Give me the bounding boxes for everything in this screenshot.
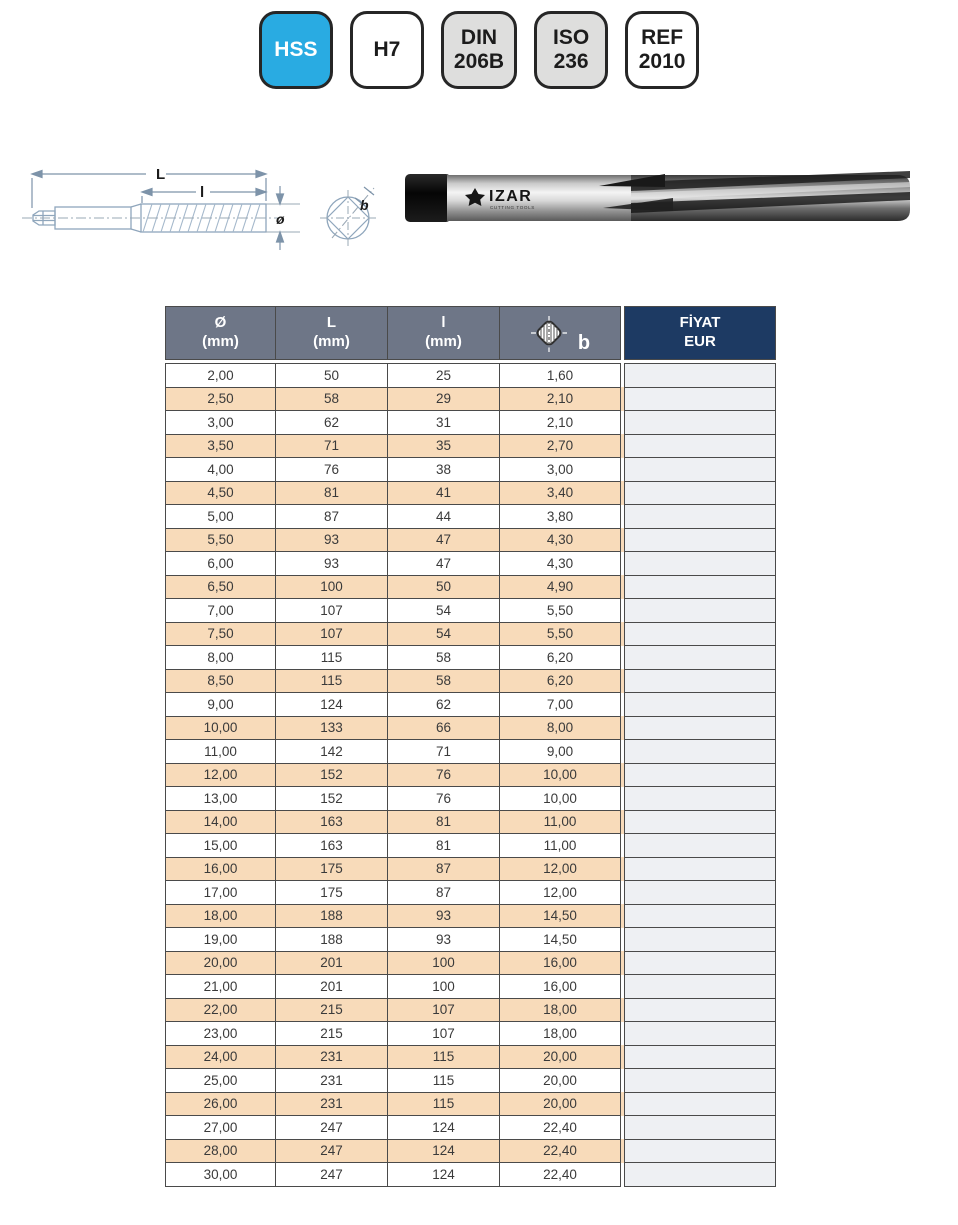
cell-diameter: 3,50 — [166, 434, 276, 458]
table-row — [166, 716, 776, 740]
table-row — [166, 998, 776, 1022]
badge-din-206b — [441, 11, 517, 89]
cell-square-width: 20,00 — [500, 1092, 621, 1116]
cell-diameter: 22,00 — [166, 998, 276, 1022]
cell-diameter: 23,00 — [166, 1022, 276, 1046]
cell-flute-length: 25 — [388, 364, 500, 388]
cell-price — [625, 998, 776, 1022]
cell-diameter: 4,00 — [166, 458, 276, 482]
cell-diameter: 3,00 — [166, 411, 276, 435]
table-row — [166, 1022, 776, 1046]
cell-flute-length: 76 — [388, 787, 500, 811]
cell-square-width: 3,40 — [500, 481, 621, 505]
cell-square-width: 18,00 — [500, 1022, 621, 1046]
table-row — [166, 458, 776, 482]
table-row — [166, 364, 776, 388]
badge-ref-2010 — [625, 11, 699, 89]
badge-hss-label: HSS — [274, 38, 318, 62]
cell-diameter: 14,00 — [166, 810, 276, 834]
cell-total-length: 231 — [276, 1045, 388, 1069]
cell-price — [625, 434, 776, 458]
cell-total-length: 163 — [276, 810, 388, 834]
dim-label-square: b — [360, 197, 369, 213]
table-row — [166, 411, 776, 435]
cell-square-width: 10,00 — [500, 787, 621, 811]
cell-price — [625, 575, 776, 599]
table-row — [166, 951, 776, 975]
header-square-width — [500, 307, 621, 360]
cell-price — [625, 928, 776, 952]
badge-din-line1: DIN — [460, 26, 498, 50]
cell-total-length: 215 — [276, 1022, 388, 1046]
cell-square-width: 3,00 — [500, 458, 621, 482]
cell-diameter: 5,50 — [166, 528, 276, 552]
header-total-length — [276, 307, 388, 360]
cell-square-width: 16,00 — [500, 975, 621, 999]
cell-total-length: 163 — [276, 834, 388, 858]
header-diameter-unit: (mm) — [202, 333, 239, 350]
cell-square-width: 5,50 — [500, 622, 621, 646]
table-row — [166, 1045, 776, 1069]
table-row — [166, 1092, 776, 1116]
cell-flute-length: 115 — [388, 1069, 500, 1093]
table-row — [166, 481, 776, 505]
cell-total-length: 201 — [276, 951, 388, 975]
dim-label-diameter: ø — [276, 211, 285, 227]
cell-diameter: 21,00 — [166, 975, 276, 999]
cell-diameter: 20,00 — [166, 951, 276, 975]
cell-price — [625, 622, 776, 646]
cell-total-length: 247 — [276, 1116, 388, 1140]
table-row — [166, 1069, 776, 1093]
cell-price — [625, 528, 776, 552]
cell-price — [625, 975, 776, 999]
cell-total-length: 50 — [276, 364, 388, 388]
cell-price — [625, 787, 776, 811]
cell-total-length: 175 — [276, 881, 388, 905]
technical-drawing — [8, 146, 390, 258]
cell-price — [625, 669, 776, 693]
cell-price — [625, 1045, 776, 1069]
cell-square-width: 22,40 — [500, 1139, 621, 1163]
cell-total-length: 133 — [276, 716, 388, 740]
cell-diameter: 6,00 — [166, 552, 276, 576]
cell-total-length: 71 — [276, 434, 388, 458]
table-row — [166, 387, 776, 411]
header-flute-unit: (mm) — [425, 333, 462, 350]
cell-diameter: 16,00 — [166, 857, 276, 881]
cell-diameter: 26,00 — [166, 1092, 276, 1116]
badge-ref-line2: 2010 — [638, 50, 686, 73]
header-diameter-title: Ø — [214, 314, 227, 332]
cell-square-width: 5,50 — [500, 599, 621, 623]
reamer-square-tang — [405, 174, 451, 222]
cell-price — [625, 740, 776, 764]
badge-h7 — [350, 11, 424, 89]
cell-price — [625, 1069, 776, 1093]
cell-diameter: 19,00 — [166, 928, 276, 952]
cell-total-length: 142 — [276, 740, 388, 764]
cell-price — [625, 1163, 776, 1187]
cell-price — [625, 857, 776, 881]
cell-price — [625, 951, 776, 975]
cell-flute-length: 76 — [388, 763, 500, 787]
cell-total-length: 231 — [276, 1092, 388, 1116]
cell-diameter: 13,00 — [166, 787, 276, 811]
cell-price — [625, 1022, 776, 1046]
cell-total-length: 175 — [276, 857, 388, 881]
cell-diameter: 6,50 — [166, 575, 276, 599]
cell-square-width: 2,10 — [500, 387, 621, 411]
badge-hss — [259, 11, 333, 89]
table-header-row — [166, 307, 776, 360]
cell-total-length: 93 — [276, 528, 388, 552]
cell-diameter: 12,00 — [166, 763, 276, 787]
cell-square-width: 4,30 — [500, 528, 621, 552]
cell-total-length: 81 — [276, 481, 388, 505]
cell-square-width: 18,00 — [500, 998, 621, 1022]
table-row — [166, 599, 776, 623]
cell-total-length: 201 — [276, 975, 388, 999]
cell-diameter: 2,50 — [166, 387, 276, 411]
cell-square-width: 8,00 — [500, 716, 621, 740]
cell-total-length: 87 — [276, 505, 388, 529]
cell-diameter: 4,50 — [166, 481, 276, 505]
brand-subtitle: CUTTING TOOLS — [490, 205, 535, 210]
cell-flute-length: 50 — [388, 575, 500, 599]
cell-flute-length: 66 — [388, 716, 500, 740]
cell-square-width: 11,00 — [500, 834, 621, 858]
cell-price — [625, 387, 776, 411]
cell-square-width: 4,90 — [500, 575, 621, 599]
cell-square-width: 16,00 — [500, 951, 621, 975]
cell-flute-length: 47 — [388, 552, 500, 576]
cell-diameter: 30,00 — [166, 1163, 276, 1187]
cell-price — [625, 646, 776, 670]
square-section-diamond-icon — [530, 315, 576, 359]
cell-square-width: 10,00 — [500, 763, 621, 787]
cell-diameter: 2,00 — [166, 364, 276, 388]
cell-square-width: 9,00 — [500, 740, 621, 764]
cell-diameter: 8,50 — [166, 669, 276, 693]
table-row — [166, 928, 776, 952]
badge-h7-label: H7 — [373, 38, 401, 62]
cell-flute-length: 35 — [388, 434, 500, 458]
cell-flute-length: 41 — [388, 481, 500, 505]
cell-diameter: 18,00 — [166, 904, 276, 928]
cell-flute-length: 47 — [388, 528, 500, 552]
cell-flute-length: 124 — [388, 1139, 500, 1163]
cell-flute-length: 62 — [388, 693, 500, 717]
cell-flute-length: 100 — [388, 951, 500, 975]
product-photo — [403, 166, 917, 230]
table-row — [166, 1116, 776, 1140]
table-row — [166, 505, 776, 529]
cross-section — [320, 187, 376, 246]
cell-total-length: 107 — [276, 599, 388, 623]
cell-square-width: 11,00 — [500, 810, 621, 834]
cell-diameter: 11,00 — [166, 740, 276, 764]
cell-flute-length: 71 — [388, 740, 500, 764]
table-row — [166, 669, 776, 693]
cell-flute-length: 124 — [388, 1163, 500, 1187]
spec-badges — [0, 11, 958, 89]
cell-diameter: 8,00 — [166, 646, 276, 670]
cell-price — [625, 810, 776, 834]
dim-label-total-length: L — [156, 166, 166, 183]
cell-diameter: 15,00 — [166, 834, 276, 858]
cell-flute-length: 115 — [388, 1092, 500, 1116]
cell-total-length: 115 — [276, 646, 388, 670]
table-row — [166, 528, 776, 552]
cell-price — [625, 904, 776, 928]
cell-price — [625, 458, 776, 482]
cell-square-width: 2,10 — [500, 411, 621, 435]
badge-iso-line1: ISO — [553, 26, 590, 50]
cell-flute-length: 124 — [388, 1116, 500, 1140]
cell-diameter: 24,00 — [166, 1045, 276, 1069]
cell-square-width: 20,00 — [500, 1069, 621, 1093]
cell-total-length: 107 — [276, 622, 388, 646]
table-row — [166, 693, 776, 717]
cell-price — [625, 1116, 776, 1140]
table-row — [166, 434, 776, 458]
brand-name: IZAR — [489, 188, 533, 205]
cell-total-length: 93 — [276, 552, 388, 576]
cell-square-width: 2,70 — [500, 434, 621, 458]
table-row — [166, 881, 776, 905]
table-row — [166, 763, 776, 787]
cell-flute-length: 81 — [388, 834, 500, 858]
cell-diameter: 28,00 — [166, 1139, 276, 1163]
cell-flute-length: 115 — [388, 1045, 500, 1069]
table-row — [166, 904, 776, 928]
cell-total-length: 76 — [276, 458, 388, 482]
cell-price — [625, 716, 776, 740]
table-row — [166, 575, 776, 599]
table-row — [166, 810, 776, 834]
cell-flute-length: 81 — [388, 810, 500, 834]
cell-total-length: 247 — [276, 1163, 388, 1187]
cell-total-length: 152 — [276, 763, 388, 787]
table-row — [166, 552, 776, 576]
spec-table — [165, 306, 776, 1187]
cell-total-length: 124 — [276, 693, 388, 717]
cell-diameter: 17,00 — [166, 881, 276, 905]
cell-flute-length: 29 — [388, 387, 500, 411]
cell-price — [625, 364, 776, 388]
cell-flute-length: 31 — [388, 411, 500, 435]
badge-din-line2: 206B — [453, 50, 505, 73]
header-flute-title: l — [441, 314, 446, 332]
badge-iso-236 — [534, 11, 608, 89]
cell-total-length: 247 — [276, 1139, 388, 1163]
cell-flute-length: 93 — [388, 904, 500, 928]
cell-price — [625, 599, 776, 623]
header-length-unit: (mm) — [313, 333, 350, 350]
cell-square-width: 4,30 — [500, 552, 621, 576]
table-row — [166, 740, 776, 764]
cell-price — [625, 693, 776, 717]
cell-diameter: 27,00 — [166, 1116, 276, 1140]
header-length-title: L — [326, 314, 337, 332]
cell-flute-length: 87 — [388, 857, 500, 881]
cell-square-width: 22,40 — [500, 1116, 621, 1140]
cell-flute-length: 44 — [388, 505, 500, 529]
cell-diameter: 9,00 — [166, 693, 276, 717]
cell-square-width: 6,20 — [500, 669, 621, 693]
cell-flute-length: 58 — [388, 646, 500, 670]
cell-total-length: 231 — [276, 1069, 388, 1093]
cell-total-length: 58 — [276, 387, 388, 411]
dim-label-flute-length: l — [200, 184, 205, 201]
header-price-line1: FİYAT — [679, 314, 721, 332]
cell-price — [625, 1139, 776, 1163]
cell-price — [625, 763, 776, 787]
cell-square-width: 14,50 — [500, 928, 621, 952]
cell-price — [625, 552, 776, 576]
cell-price — [625, 411, 776, 435]
spec-table-body — [166, 360, 776, 1187]
cell-square-width: 14,50 — [500, 904, 621, 928]
cell-flute-length: 54 — [388, 622, 500, 646]
header-flute-length — [388, 307, 500, 360]
badge-iso-line2: 236 — [553, 50, 589, 73]
cell-diameter: 25,00 — [166, 1069, 276, 1093]
cell-flute-length: 54 — [388, 599, 500, 623]
cell-diameter: 5,00 — [166, 505, 276, 529]
badge-ref-line1: REF — [641, 26, 684, 50]
table-row — [166, 787, 776, 811]
cell-square-width: 12,00 — [500, 857, 621, 881]
cell-price — [625, 481, 776, 505]
header-price — [625, 307, 776, 360]
cell-square-width: 6,20 — [500, 646, 621, 670]
header-price-line2: EUR — [684, 333, 716, 350]
cell-total-length: 188 — [276, 904, 388, 928]
table-row — [166, 622, 776, 646]
header-diameter — [166, 307, 276, 360]
cell-diameter: 10,00 — [166, 716, 276, 740]
cell-flute-length: 58 — [388, 669, 500, 693]
table-row — [166, 857, 776, 881]
cell-total-length: 62 — [276, 411, 388, 435]
cell-flute-length: 107 — [388, 998, 500, 1022]
cell-flute-length: 38 — [388, 458, 500, 482]
cell-square-width: 1,60 — [500, 364, 621, 388]
header-square-label: b — [577, 332, 591, 354]
cell-square-width: 7,00 — [500, 693, 621, 717]
cell-price — [625, 1092, 776, 1116]
cell-flute-length: 100 — [388, 975, 500, 999]
cell-square-width: 3,80 — [500, 505, 621, 529]
cell-total-length: 188 — [276, 928, 388, 952]
cell-flute-length: 107 — [388, 1022, 500, 1046]
cell-square-width: 12,00 — [500, 881, 621, 905]
table-row — [166, 975, 776, 999]
cell-diameter: 7,50 — [166, 622, 276, 646]
cell-square-width: 20,00 — [500, 1045, 621, 1069]
cell-total-length: 152 — [276, 787, 388, 811]
cell-diameter: 7,00 — [166, 599, 276, 623]
cell-total-length: 115 — [276, 669, 388, 693]
cell-square-width: 22,40 — [500, 1163, 621, 1187]
cell-price — [625, 881, 776, 905]
cell-price — [625, 834, 776, 858]
cell-flute-length: 87 — [388, 881, 500, 905]
cell-total-length: 100 — [276, 575, 388, 599]
table-row — [166, 1163, 776, 1187]
cell-total-length: 215 — [276, 998, 388, 1022]
table-row — [166, 646, 776, 670]
cell-price — [625, 505, 776, 529]
cell-flute-length: 93 — [388, 928, 500, 952]
table-row — [166, 1139, 776, 1163]
table-row — [166, 834, 776, 858]
